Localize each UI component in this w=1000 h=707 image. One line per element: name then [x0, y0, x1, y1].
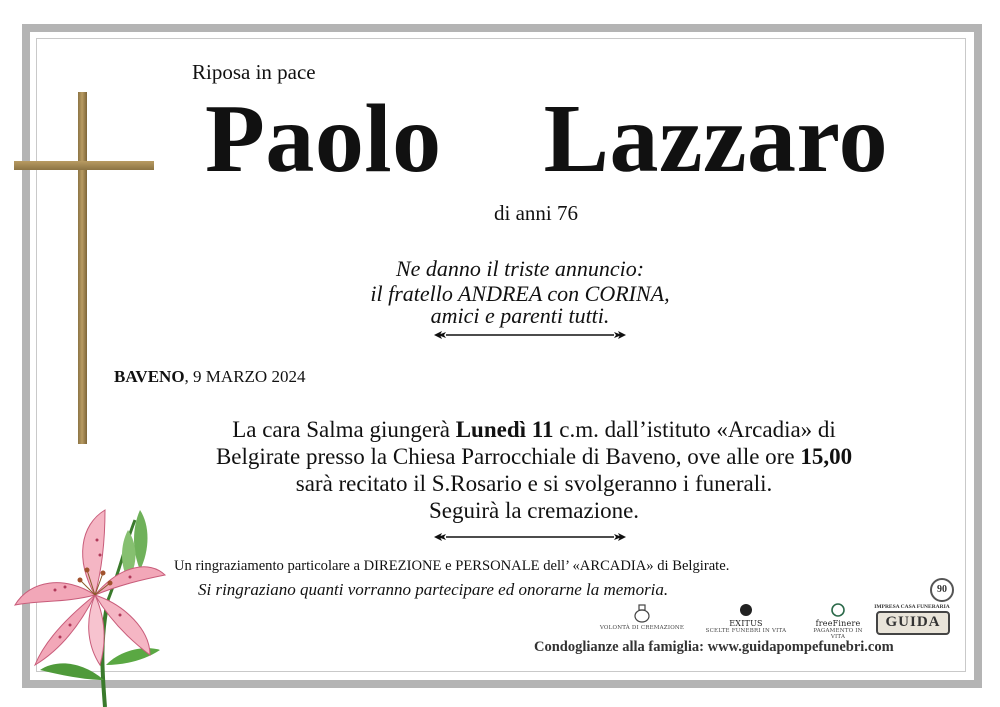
body-text: La cara Salma giungerà [232, 417, 456, 442]
cross-icon [78, 92, 87, 444]
lily-flower-icon [0, 490, 200, 707]
anniversary-badge: 90 [930, 578, 954, 602]
announcement-line-2: il fratello ANDREA con CORINA, [370, 281, 670, 306]
body-line-1 [130, 416, 938, 443]
announcement-line-3: amici e parenti tutti. [430, 303, 610, 328]
freefinere-name: freeFinere [815, 619, 861, 628]
exitus-name: EXITUS [729, 619, 763, 628]
freefinere-logo [806, 603, 870, 640]
announcement-line-1: Ne danno il triste annuncio: [395, 256, 645, 281]
body-bold-day: Lunedì 11 [455, 417, 554, 442]
exitus-caption: SCELTE FUNEBRI IN VITA [705, 628, 787, 634]
body-text: Belgirate presso la Chiesa Parrocchiale di Baveno, ove alle ore [215, 444, 801, 469]
body-text: c.m. dall’istituto «Arcadia» di [553, 417, 836, 442]
thanks-line-2: Si ringraziano quanti vorranno partecipare ed onorarne la memoria. [198, 580, 669, 599]
body-bold-time: 15,00 [800, 444, 853, 469]
place: BAVENO [114, 367, 185, 386]
condolences-footer: Condoglianze alla famiglia: www.guidapompefunebri.com [534, 639, 894, 655]
guida-logo [866, 584, 958, 638]
body-line-3: sarà recitato il S.Rosario e si svolgeranno i funerali. [295, 471, 773, 496]
cross-icon-bar [14, 161, 154, 170]
freefinere-icon [830, 603, 846, 617]
ornament-divider-icon [432, 329, 628, 341]
body-line-4: Seguirà la cremazione. [428, 498, 640, 523]
date: , 9 MARZO 2024 [184, 367, 306, 386]
exitus-icon [738, 603, 754, 617]
thanks-line-1: Un ringraziamento particolare a DIREZIONE e PERSONALE dell’ «ARCADIA» di Belgirate. [174, 558, 730, 574]
exitus-logo [704, 603, 788, 634]
deceased-age: di anni 76 [494, 201, 578, 225]
deceased-name: Paolo Lazzaro [205, 85, 889, 193]
freefinere-caption: PAGAMENTO IN VITA [813, 628, 863, 640]
body-line-2 [130, 443, 938, 470]
cremation-logo-caption: VOLONTÀ DI CREMAZIONE [599, 625, 685, 631]
riposa-in-pace: Riposa in pace [192, 60, 316, 84]
cremation-logo [596, 603, 688, 631]
ornament-divider-icon [432, 531, 628, 543]
place-date [114, 367, 305, 387]
guida-subtitle: IMPRESA CASA FUNERARIA [874, 604, 950, 610]
guida-name: GUIDA [876, 611, 950, 635]
urn-icon [631, 603, 653, 623]
